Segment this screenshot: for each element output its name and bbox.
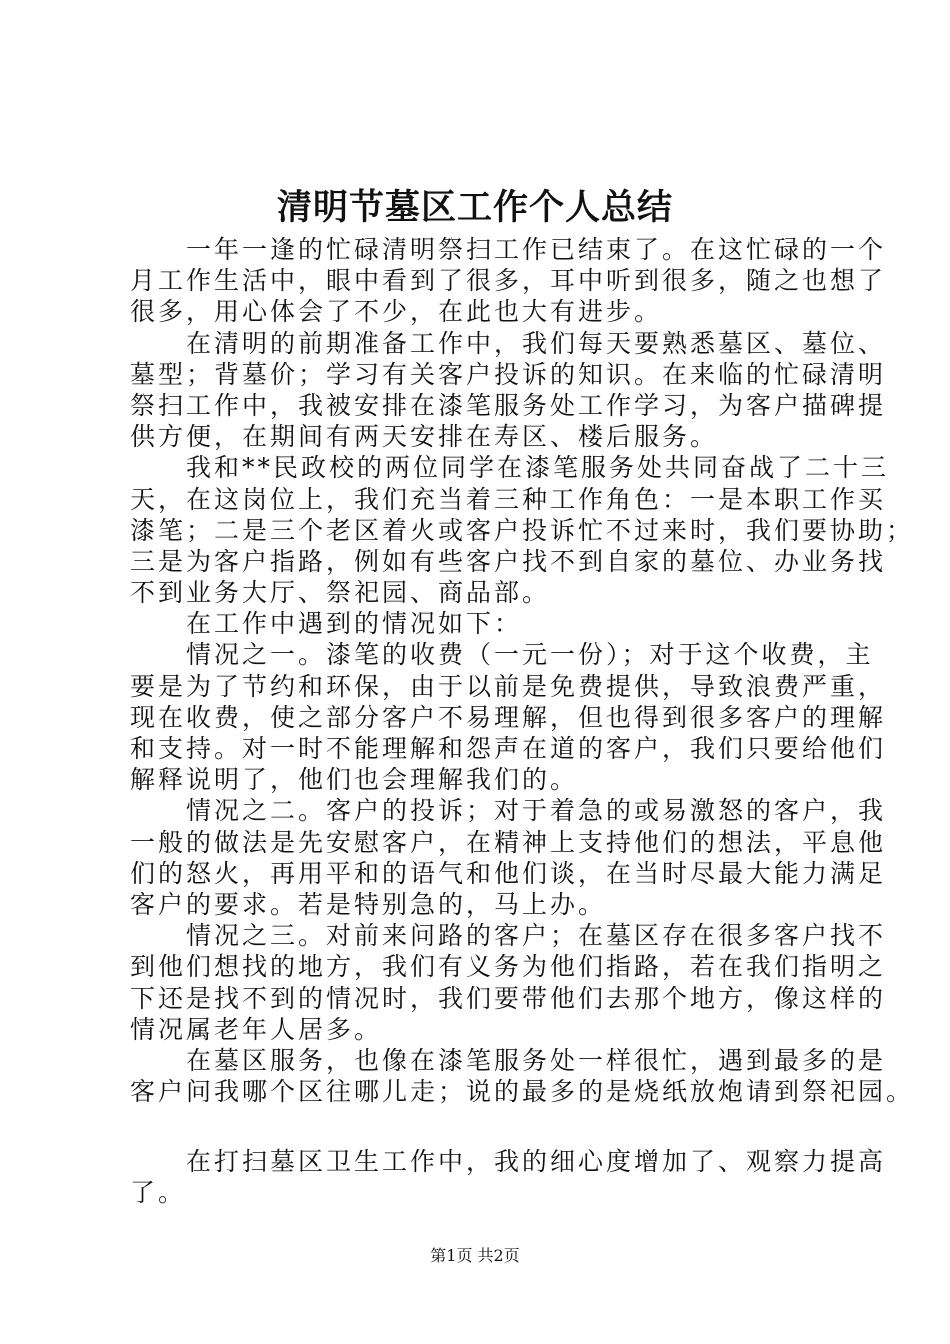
paragraph — [130, 452, 915, 608]
document-title: 清明节墓区工作个人总结 — [276, 187, 673, 228]
paragraph-line: 了。 — [130, 1178, 187, 1208]
paragraph-line: 现在收费，使之部分客户不易理解，但也得到很多客户的理解 — [130, 702, 887, 732]
paragraph-line: 要是为了节约和环保，由于以前是免费提供，导致浪费严重， — [130, 671, 887, 701]
paragraph — [130, 1146, 887, 1208]
paragraph-line: 客户的要求。若是特别急的，马上办。 — [130, 889, 607, 919]
paragraph-line: 祭扫工作中，我被安排在漆笔服务处工作学习，为客户描碑提 — [130, 390, 887, 420]
paragraph-line: 很多，用心体会了不少，在此也大有进步。 — [130, 297, 663, 327]
paragraph-line: 们的怒火，再用平和的语气和他们谈，在当时尽最大能力满足 — [130, 858, 887, 888]
paragraph-line: 不到业务大厅、祭祀园、商品部。 — [130, 578, 551, 608]
paragraph — [130, 1045, 915, 1107]
paragraph-line: 情况属老年人居多。 — [130, 1014, 383, 1044]
paragraph — [130, 920, 887, 1045]
paragraph-line: 在打扫墓区卫生工作中，我的细心度增加了、观察力提高 — [186, 1147, 887, 1177]
paragraph-line: 情况之三。对前来问路的客户；在墓区存在很多客户找不 — [186, 921, 887, 951]
paragraph-line: 下还是找不到的情况时，我们要带他们去那个地方，像这样的 — [130, 983, 887, 1013]
paragraph — [130, 328, 887, 453]
paragraph-line: 一年一逢的忙碌清明祭扫工作已结束了。在这忙碌的一个 — [186, 235, 887, 264]
paragraph-line: 墓型；背墓价；学习有关客户投诉的知识。在来临的忙碌清明 — [130, 359, 887, 389]
paragraph-line: 天，在这岗位上，我们充当着三种工作角色：一是本职工作买 — [130, 484, 887, 514]
paragraph-line: 和支持。对一时不能理解和怨声在道的客户，我们只要给他们 — [130, 734, 887, 763]
document-body — [130, 234, 915, 1209]
paragraph-line: 月工作生活中，眼中看到了很多，耳中听到很多，随之也想了 — [130, 266, 887, 296]
paragraph-line: 我和**民政校的两位同学在漆笔服务处共同奋战了二十三 — [186, 453, 890, 483]
paragraph-line: 在工作中遇到的情况如下： — [186, 609, 523, 639]
paragraph-line: 漆笔；二是三个老区着火或客户投诉忙不过来时，我们要协助； — [130, 515, 915, 545]
paragraph-line: 在墓区服务，也像在漆笔服务处一样很忙，遇到最多的是 — [186, 1045, 887, 1075]
paragraph-line: 一般的做法是先安慰客户，在精神上支持他们的想法，平息他 — [130, 827, 887, 857]
page-footer: 第1页 共2页 — [430, 1246, 520, 1265]
paragraph — [130, 608, 840, 639]
blank-line — [130, 1107, 840, 1146]
paragraph-line: 供方便，在期间有两天安排在寿区、楼后服务。 — [130, 422, 719, 452]
paragraph-line: 在清明的前期准备工作中，我们每天要熟悉墓区、墓位、 — [186, 328, 887, 358]
paragraph — [130, 639, 887, 795]
paragraph-line: 解释说明了，他们也会理解我们的。 — [130, 765, 579, 795]
paragraph-line: 客户问我哪个区往哪儿走；说的最多的是烧纸放炮请到祭祀园。 — [130, 1077, 915, 1107]
paragraph — [130, 795, 887, 920]
paragraph-line: 情况之二。客户的投诉；对于着急的或易激怒的客户，我 — [186, 796, 887, 826]
paragraph — [130, 234, 887, 328]
paragraph-line: 情况之一。漆笔的收费（一元一份）；对于这个收费，主 — [186, 640, 874, 670]
paragraph-line: 到他们想找的地方，我们有义务为他们指路，若在我们指明之 — [130, 952, 887, 982]
paragraph-line: 三是为客户指路，例如有些客户找不到自家的墓位、办业务找 — [130, 546, 887, 576]
